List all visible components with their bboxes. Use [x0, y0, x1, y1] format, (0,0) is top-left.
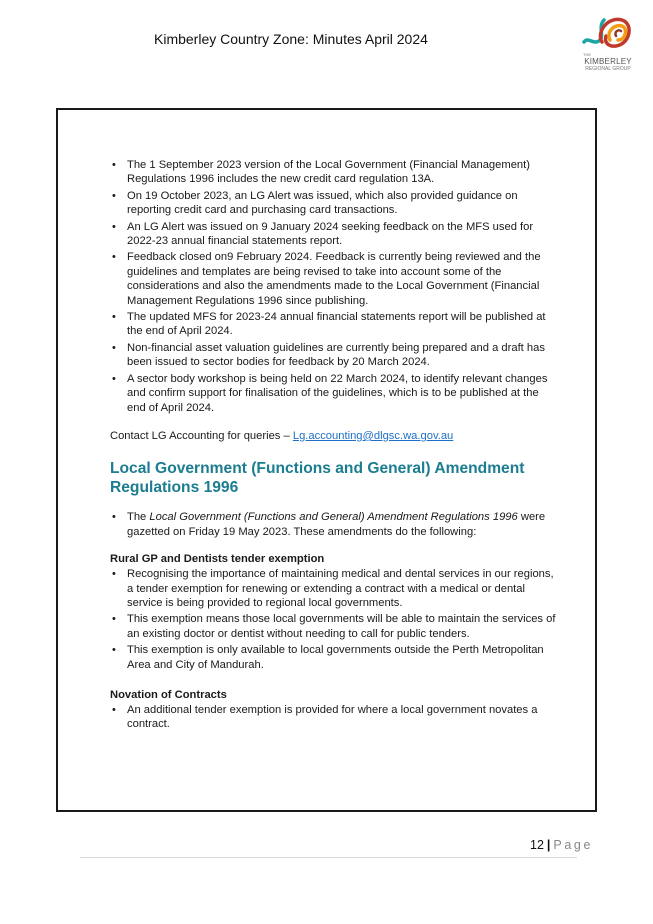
intro-bullet-list: [110, 510, 560, 539]
bullet-item: • The 1 September 2023 version of the Local Government (Financial Management) Regulations 1996 includes the new credit card regulation 13A.: [110, 158, 560, 187]
page-content: [110, 158, 560, 734]
contact-text: Contact LG Accounting for queries –: [110, 429, 293, 442]
novation-bullet-list: [110, 703, 560, 732]
footer-divider: [80, 857, 577, 858]
regulation-title-italic: Local Government (Functions and General) Amendment Regulations 1996: [149, 511, 518, 524]
swirl-logo-icon: [578, 12, 638, 54]
bullet-item: • This exemption means those local governments will be able to maintain the services of an existing doctor or dentist without needing to call for public tenders.: [110, 612, 560, 641]
page-number-footer: [530, 838, 593, 852]
bullet-item: • An additional tender exemption is provided for where a local government novates a contract.: [110, 703, 560, 732]
bullet-item: • This exemption is only available to local governments outside the Perth Metropolitan Area and City of Mandurah.: [110, 643, 560, 672]
bullet-item: • An LG Alert was issued on 9 January 2024 seeking feedback on the MFS used for 2022-23 annual financial statements report.: [110, 220, 560, 249]
subsection-heading-novation: Novation of Contracts: [110, 688, 227, 701]
bullet-item: • The updated MFS for 2023-24 annual financial statements report will be published at the end of April 2024.: [110, 310, 560, 339]
logo-subtitle-text: REGIONAL GROUP: [585, 66, 631, 72]
rural-gp-bullet-list: [110, 567, 560, 672]
financial-management-bullet-list: [110, 158, 560, 415]
subsection-heading-rural-gp: Rural GP and Dentists tender exemption: [110, 553, 325, 566]
intro-prefix: The: [127, 511, 150, 524]
contact-email-link[interactable]: Lg.accounting@dlgsc.wa.gov.au: [292, 429, 454, 442]
page-separator: |: [546, 838, 551, 852]
bullet-item: • Feedback closed on9 February 2024. Feedback is currently being reviewed and the guidelines and templates are being revised to take into account some of the considerations and also the amendments made to the Local Government (Financial Management Regulations 1996 since publishing.: [110, 250, 560, 308]
bullet-item: • Recognising the importance of maintaining medical and dental services in our regions, a tender exemption for renewing or extending a contract with a medical or dental service is being provided to regional local governments.: [110, 567, 560, 610]
document-header-title: Kimberley Country Zone: Minutes April 2024: [154, 31, 428, 47]
intro-bullet-item: [110, 510, 560, 539]
bullet-item: • Non-financial asset valuation guidelines are currently being prepared and a draft has been issued to sector bodies for feedback by 20 March 2024.: [110, 341, 560, 370]
bullet-item: • On 19 October 2023, an LG Alert was issued, which also provided guidance on reporting credit card and purchasing card transactions.: [110, 189, 560, 218]
intro-suffix: were gazetted on Friday 19 May 2023. These amendments do the following:: [127, 511, 546, 538]
page-label: Page: [553, 838, 593, 852]
contact-line: [110, 429, 560, 443]
logo-the-text: THE: [583, 52, 591, 57]
page-number: 12: [530, 838, 544, 852]
section-heading: Local Government (Functions and General) Amendment Regulations 1996: [110, 460, 525, 497]
kimberley-regional-group-logo: [578, 12, 638, 78]
bullet-item: • A sector body workshop is being held on 22 March 2024, to identify relevant changes and confirm support for finalisation of the guidelines, which is to be published at the end of April 2024.: [110, 372, 560, 415]
logo-name-text: KIMBERLEY: [584, 57, 632, 66]
